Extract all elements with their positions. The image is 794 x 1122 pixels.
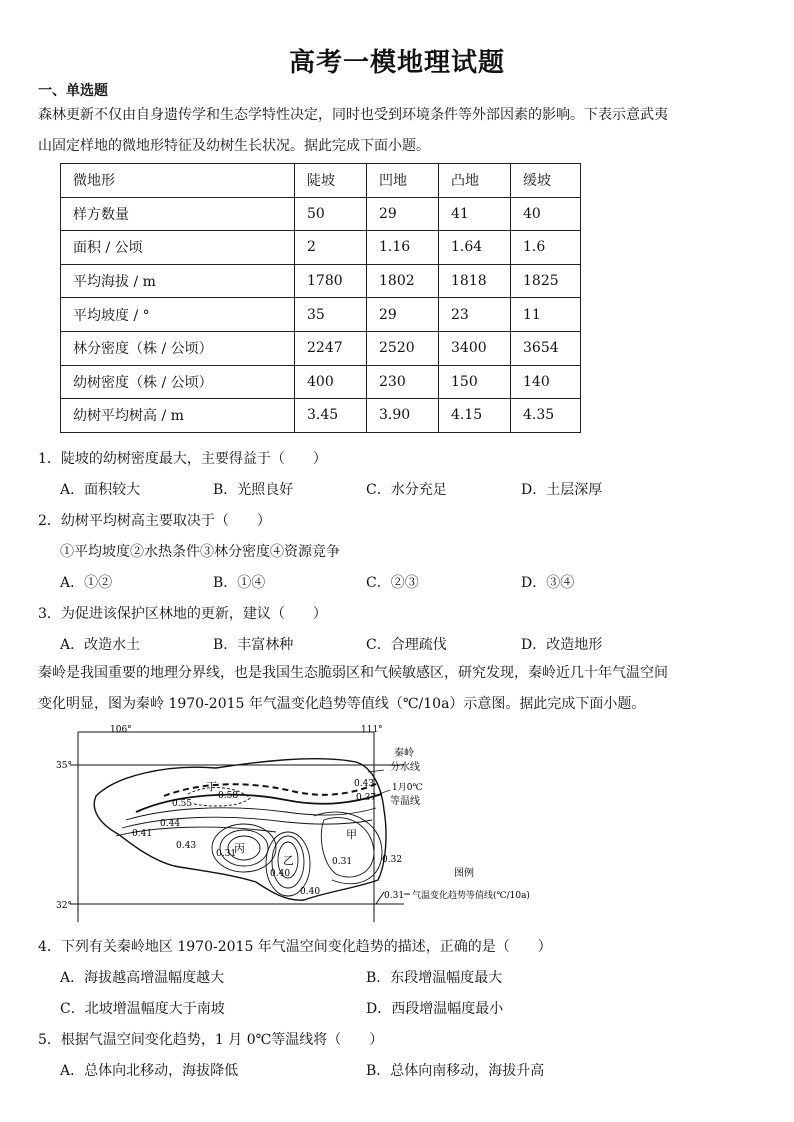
isoline-value: 0.31 — [332, 857, 353, 867]
place-label-ding: 丁 — [206, 780, 217, 793]
table-cell: 幼树平均树高 / m — [61, 399, 295, 433]
table-cell: 1825 — [511, 264, 581, 298]
q5-option-a[interactable]: A．总体向北移动，海拔降低 — [60, 1063, 239, 1079]
divide-line — [164, 784, 376, 796]
intro-line: 变化明显，图为秦岭 1970-2015 年气温变化趋势等值线（℃/10a）示意图。据此完成下面小题。 — [38, 696, 646, 712]
table-cell: 1802 — [367, 264, 439, 298]
q3-option-d[interactable]: D．改造地形 — [521, 637, 603, 653]
q2-option-b[interactable]: B．①④ — [213, 575, 266, 591]
isoline-value: 0.37 — [356, 793, 377, 803]
section-heading: 一、单选题 — [38, 83, 108, 99]
isoline-value: 0.58 — [218, 791, 239, 801]
q1-option-a[interactable]: A．面积较大 — [60, 482, 141, 498]
table-row — [61, 331, 581, 365]
table-cell: 140 — [511, 365, 581, 399]
microterrain-table — [60, 163, 581, 433]
table-cell: 面积 / 公顷 — [61, 231, 295, 265]
table-cell: 1.16 — [367, 231, 439, 265]
legend-text: 气温变化趋势等值线(℃/10a) — [412, 891, 530, 901]
table-cell: 3.90 — [367, 399, 439, 433]
q5-option-b[interactable]: B．总体向南移动，海拔升高 — [366, 1063, 545, 1079]
isoline — [314, 812, 382, 884]
table-cell: 150 — [439, 365, 511, 399]
q3-option-b[interactable]: B．丰富林种 — [213, 637, 294, 653]
table-cell: 50 — [295, 197, 367, 231]
legend-sample-value: 0.31 — [384, 891, 405, 901]
q3-option-c[interactable]: C．合理疏伐 — [366, 637, 447, 653]
table-cell: 11 — [511, 298, 581, 332]
table-cell: 林分密度（株 / 公顷） — [61, 331, 295, 365]
table-cell: 35 — [295, 298, 367, 332]
q2-option-a[interactable]: A．①② — [60, 575, 113, 591]
table-row — [61, 264, 581, 298]
table-cell: 1780 — [295, 264, 367, 298]
intro-line: 森林更新不仅由自身遗传学和生态学特性决定，同时也受到环境条件等外部因素的影响。下表示意武夷 — [38, 107, 668, 123]
table-header-cell: 凹地 — [367, 164, 439, 198]
table-cell: 400 — [295, 365, 367, 399]
table-cell: 29 — [367, 197, 439, 231]
intro-paragraph-2 — [38, 658, 760, 720]
isoline-value: 0.40 — [270, 869, 291, 879]
table-cell: 29 — [367, 298, 439, 332]
table-row — [61, 298, 581, 332]
table-cell: 4.15 — [439, 399, 511, 433]
table-cell: 3.45 — [295, 399, 367, 433]
q1-option-d[interactable]: D．土层深厚 — [521, 482, 603, 498]
table-header-cell: 凸地 — [439, 164, 511, 198]
q1-option-c[interactable]: C．水分充足 — [366, 482, 447, 498]
q4-option-b[interactable]: B．东段增温幅度最大 — [366, 970, 503, 986]
question-3-stem: 3．为促进该保护区林地的更新，建议（ ） — [38, 606, 327, 622]
intro-line: 山固定样地的微地形特征及幼树生长状况。据此完成下面小题。 — [38, 138, 430, 154]
isoline-value: 0.43 — [354, 779, 375, 789]
table-cell: 样方数量 — [61, 197, 295, 231]
lat-label-32: 32° — [56, 901, 72, 911]
table-header-cell: 缓坡 — [511, 164, 581, 198]
table-header-cell: 陡坡 — [295, 164, 367, 198]
qinling-isotherm-map — [56, 724, 616, 924]
intro-paragraph-1 — [38, 100, 760, 162]
q2-sub-items: ①平均坡度②水热条件③林分密度④资源竞争 — [60, 544, 340, 560]
legend-divide-label-1: 秦岭 — [394, 748, 414, 759]
table-row — [61, 365, 581, 399]
leader-line — [368, 770, 384, 772]
isoline-jia — [321, 818, 374, 877]
table-cell: 3400 — [439, 331, 511, 365]
table-header-row — [61, 164, 581, 198]
table-cell: 23 — [439, 298, 511, 332]
table-row — [61, 399, 581, 433]
q2-option-c[interactable]: C．②③ — [366, 575, 419, 591]
isoline-value: 0.31 — [216, 849, 237, 859]
table-cell: 1818 — [439, 264, 511, 298]
question-4-stem: 4．下列有关秦岭地区 1970-2015 年气温空间变化趋势的描述，正确的是（ ） — [38, 939, 552, 955]
legend-isotherm-label-2: 等温线 — [390, 796, 420, 807]
place-label-jia: 甲 — [346, 828, 357, 841]
lon-label-111: 111° — [361, 725, 383, 735]
isoline-value: 0.40 — [300, 887, 321, 897]
table-cell: 平均海拔 / m — [61, 264, 295, 298]
table-row — [61, 197, 581, 231]
intro-line: 秦岭是我国重要的地理分界线，也是我国生态脆弱区和气候敏感区，研究发现，秦岭近几十年气温空间 — [38, 665, 668, 681]
lat-label-35: 35° — [56, 761, 72, 771]
legend-divide-label-2: 分水线 — [390, 762, 420, 773]
isoline-value: 0.43 — [176, 841, 197, 851]
table-cell: 2 — [295, 231, 367, 265]
question-5-stem: 5．根据气温空间变化趋势，1 月 0℃等温线将（ ） — [38, 1032, 384, 1048]
q1-option-b[interactable]: B．光照良好 — [213, 482, 294, 498]
q2-option-d[interactable]: D．③④ — [521, 575, 575, 591]
q4-option-a[interactable]: A．海拔越高增温幅度越大 — [60, 970, 225, 986]
isoline-value: 0.55 — [172, 799, 193, 809]
place-label-yi: 乙 — [283, 854, 294, 867]
question-2-stem: 2．幼树平均树高主要取决于（ ） — [38, 513, 271, 529]
table-cell: 40 — [511, 197, 581, 231]
lon-label-106: 106° — [110, 725, 132, 735]
table-cell: 41 — [439, 197, 511, 231]
isoline-value: 0.32 — [382, 855, 403, 865]
table-row — [61, 231, 581, 265]
table-cell: 1.64 — [439, 231, 511, 265]
page-title: 高考一模地理试题 — [288, 48, 505, 78]
q3-option-a[interactable]: A．改造水土 — [60, 637, 141, 653]
table-cell: 3654 — [511, 331, 581, 365]
table-cell: 2520 — [367, 331, 439, 365]
legend-title: 图例 — [454, 868, 474, 879]
q4-option-d[interactable]: D．西段增温幅度最小 — [366, 1001, 504, 1017]
table-cell: 1.6 — [511, 231, 581, 265]
table-cell: 幼树密度（株 / 公顷） — [61, 365, 295, 399]
table-cell: 230 — [367, 365, 439, 399]
table-cell: 平均坡度 / ° — [61, 298, 295, 332]
table-cell: 4.35 — [511, 399, 581, 433]
legend-sample-line — [376, 892, 384, 904]
isoline-value: 0.41 — [132, 829, 153, 839]
isoline-value: 0.44 — [160, 819, 181, 829]
table-header-cell: 微地形 — [61, 164, 295, 198]
table-cell: 2247 — [295, 331, 367, 365]
q4-option-c[interactable]: C．北坡增温幅度大于南坡 — [60, 1001, 225, 1017]
place-label-bing: 丙 — [234, 842, 245, 855]
legend-isotherm-label-1: 1月0℃ — [392, 783, 423, 793]
question-1-stem: 1．陡坡的幼树密度最大，主要得益于（ ） — [38, 451, 327, 467]
